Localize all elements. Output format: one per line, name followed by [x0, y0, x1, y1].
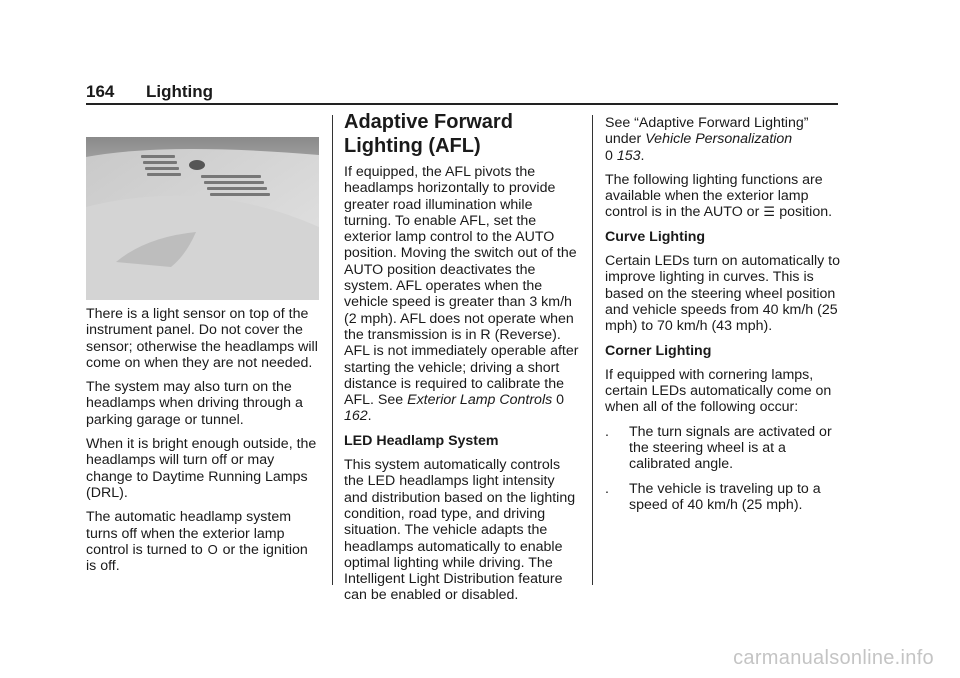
list-item-text: The vehicle is traveling up to a speed of 40 km/h (25 mph).: [629, 480, 821, 513]
bullet-symbol: .: [605, 480, 609, 497]
text: The automatic headlamp system turns off when the exterior lamp control is turned to: [86, 509, 292, 558]
section-title: Lighting: [146, 82, 214, 101]
page-header: [86, 82, 838, 104]
text: or the ignition is off.: [86, 541, 308, 575]
light-sensor-photo: [86, 137, 319, 300]
text: If equipped, the AFL pivots the headlamps horizontally to provide greater road illumination while turning. To enable AFL, set the exterior lamp control to the AUTO position. Moving the switch out of the AUTO position deactivates the system. AFL operates when the vehicle speed is greater than 3 km/h (2 mph). AFL does not operate when the transmission is in R (Reverse). AFL is not immediately operable after starting the vehicle; driving a short distance is required to calibrate the AFL. See: [344, 164, 579, 409]
page-number: 164: [86, 82, 115, 101]
text: See “Adaptive Forward Lighting” under: [605, 115, 809, 148]
reference-page[interactable]: 153: [616, 147, 641, 164]
column-left: [86, 306, 320, 582]
paragraph: [605, 172, 843, 221]
column-right: [605, 115, 843, 521]
column-divider: [332, 115, 333, 585]
header-rule: [86, 103, 838, 105]
watermark: carmanualsonline.info: [733, 647, 934, 669]
subheading: Curve Lighting: [605, 228, 706, 245]
paragraph: If equipped, the AFL pivots the headlamps horizontally to provide greater road illumination while turning. To enable AFL, set the exterior lamp control to the AUTO position. Moving the switch out of the AUTO position deactivates the system. AFL operates when the vehicle speed is greater than 3 km/h (2 mph). AFL does not operate when the transmission is in R (Reverse). AFL is not immediately operable after starting the vehicle; driving a short distance is required to calibrate the AFL. See Exterior Lamp Controls 0 162.: [344, 164, 579, 425]
headlamp-icon: ☰: [763, 204, 776, 220]
text: The following lighting functions are available when the exterior lamp control is in the AUTO or: [605, 171, 823, 221]
paragraph: When it is bright enough outside, the headlamps will turn off or may change to Daytime Running Lamps (DRL).: [86, 436, 317, 501]
subheading: Corner Lighting: [605, 342, 712, 359]
list-item-text: The turn signals are activated or the steering wheel is at a calibrated angle.: [629, 423, 832, 473]
subheading: LED Headlamp System: [344, 432, 499, 449]
list-item: [605, 481, 843, 514]
paragraph: This system automatically controls the LED headlamps light intensity and distribution based on the lighting condition, road type, and driving situation. The vehicle adapts the headlamps automatically to enable optimal lighting while driving. The Intelligent Light Distribution feature can be enabled or disabled.: [344, 457, 576, 604]
bullet-symbol: .: [605, 423, 609, 440]
paragraph: The system may also turn on the headlamps when driving through a parking garage or tunnel.: [86, 379, 303, 428]
section-heading: Adaptive Forward Lighting (AFL): [344, 111, 513, 157]
text: position.: [779, 204, 833, 221]
cross-reference-link[interactable]: Vehicle Personalization: [645, 131, 793, 148]
column-divider: [592, 115, 593, 585]
paragraph: [86, 509, 320, 574]
reference-symbol: 0: [556, 392, 565, 409]
paragraph: Certain LEDs turn on automatically to improve lighting in curves. This is based on the steering wheel position and vehicle speeds from 40 km/h (25 mph) to 70 km/h (43 mph).: [605, 253, 840, 335]
list-item: [605, 424, 843, 473]
reference-symbol: 0: [605, 147, 613, 164]
paragraph: There is a light sensor on top of the instrument panel. Do not cover the sensor; otherwise the headlamps will come on when they are not needed.: [86, 306, 318, 371]
paragraph: See “Adaptive Forward Lighting” under Vehicle Personalization 0 153.: [605, 115, 809, 164]
cross-reference-link[interactable]: Exterior Lamp Controls: [407, 392, 553, 409]
column-middle: [344, 110, 580, 612]
reference-page[interactable]: 162: [344, 408, 368, 425]
off-icon: O: [207, 541, 218, 557]
bullet-list: [605, 424, 843, 513]
paragraph: If equipped with cornering lamps, certain LEDs automatically come on when all of the following occur:: [605, 366, 832, 416]
